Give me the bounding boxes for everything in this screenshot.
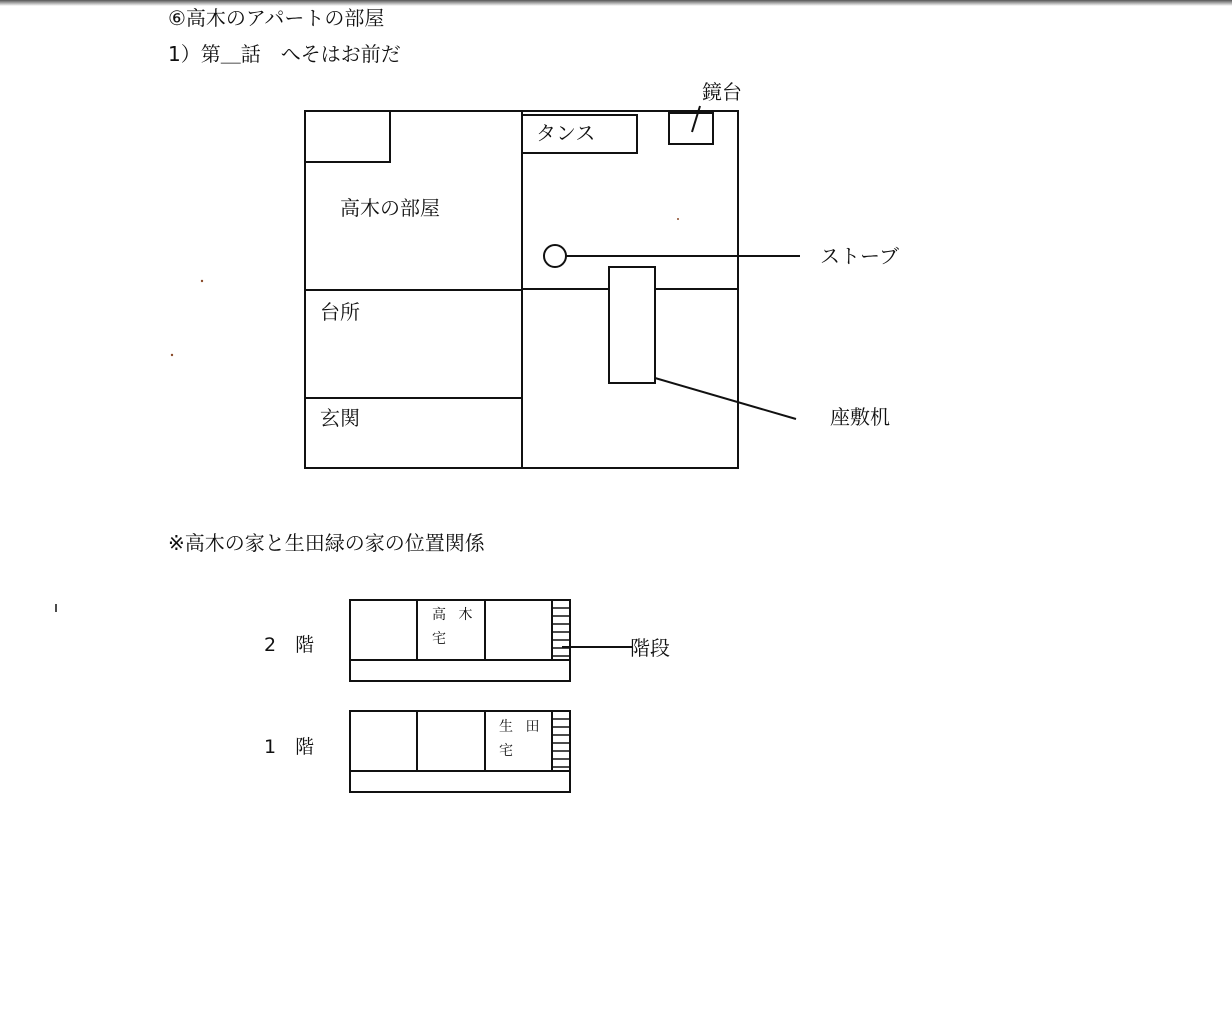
floor2-label: 2 階 bbox=[264, 634, 315, 656]
tansu-label: タンス bbox=[536, 121, 596, 145]
relation-title: ※高木の家と生田緑の家の位置関係 bbox=[168, 531, 485, 555]
page-title: ⑥高木のアパートの部屋 bbox=[168, 6, 385, 30]
kitchen-label: 台所 bbox=[320, 300, 360, 324]
scan-specks bbox=[171, 218, 679, 356]
mirror-stand-box bbox=[669, 113, 713, 144]
entrance-label: 玄関 bbox=[320, 406, 360, 430]
floor1-label: 1 階 bbox=[264, 736, 315, 758]
closet-box bbox=[305, 111, 390, 162]
stove-label: ストーブ bbox=[820, 244, 899, 268]
low-table-box bbox=[609, 267, 655, 383]
mirror-stand-pointer bbox=[692, 106, 700, 132]
takagi-room-label: 高木の部屋 bbox=[340, 196, 440, 220]
ikuta-house-line1: 生 田 bbox=[499, 719, 544, 735]
floor2-stairs bbox=[552, 608, 570, 656]
stairs-label: 階段 bbox=[630, 636, 670, 660]
low-table-pointer bbox=[655, 378, 796, 419]
low-table-label: 座敷机 bbox=[830, 405, 890, 429]
ikuta-house-line2: 宅 bbox=[499, 743, 513, 759]
takagi-house-line1: 高 木 bbox=[432, 607, 477, 623]
stove-circle bbox=[544, 245, 566, 267]
floor1-stairs bbox=[552, 719, 570, 767]
takagi-house-line2: 宅 bbox=[432, 631, 446, 647]
mirror-stand-label: 鏡台 bbox=[702, 80, 742, 104]
episode-line: 1）第＿話 へそはお前だ bbox=[168, 42, 401, 66]
